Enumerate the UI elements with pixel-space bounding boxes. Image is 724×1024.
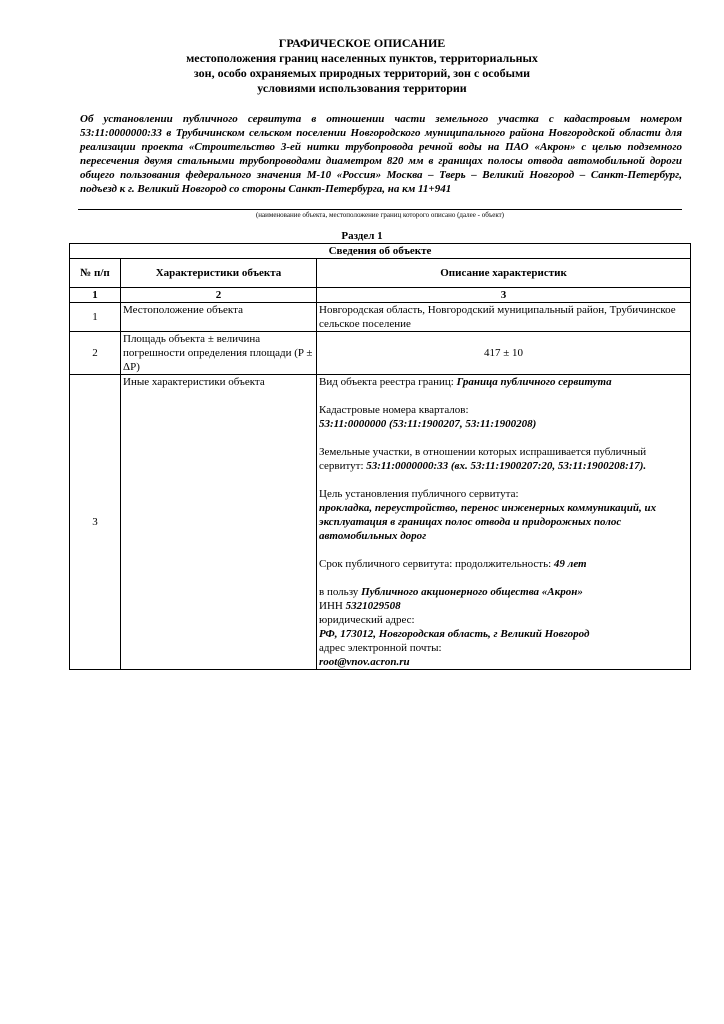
email-label: адрес электронной почты:	[319, 642, 442, 654]
description-underline	[78, 209, 682, 210]
parcels-label: Земельные участки, в отношении которых испрашивается публичный сервитут:	[319, 446, 647, 472]
inn-value: 5321029508	[345, 600, 401, 612]
registry-type	[319, 375, 688, 389]
row-description: 417 ± 10	[317, 332, 691, 375]
table-row	[70, 332, 691, 375]
document-subtitle-line: местоположения границ населенных пунктов, территориальных	[186, 51, 538, 65]
header-number	[70, 259, 121, 288]
spacer	[319, 473, 688, 487]
header-description: Описание характеристик	[317, 259, 691, 288]
beneficiary-label: в пользу	[319, 586, 362, 598]
email-value: root@vnov.acron.ru	[319, 656, 410, 668]
address-value: РФ, 173012, Новгородская область, г Великий Новгород	[319, 628, 590, 640]
purpose-label: Цель установления публичного сервитута:	[319, 488, 519, 500]
object-description: Об установлении публичного сервитута в отношении части земельного участка с кадастровым номером 53:11:0000000:33 в Трубичинском сельском поселении Новгородского муниципального района Новгородской области для реализации проекта «Строительство 3-ей нитки трубопровода речной воды на ПАО «Акрон» с целью подземного пересечения двумя стальными трубопроводами диаметром 820 мм в границах полосы отвода автомобильной дороги общего пользования федерального значения М-10 «Россия» Москва – Тверь – Великий Новгород – Санкт-Петербург, подъезд к г. Великий Новгород со стороны Санкт-Петербурга, на км 11+941	[80, 113, 682, 195]
object-info-table	[69, 243, 691, 670]
column-number: 1	[70, 288, 121, 303]
row-description-details	[317, 375, 691, 670]
header-number-label: № п/п	[80, 267, 110, 279]
document-title: ГРАФИЧЕСКОЕ ОПИСАНИЕ	[278, 36, 446, 50]
spacer	[319, 543, 688, 557]
row-characteristic: Площадь объекта ± величина погрешности определения площади (P ± ΔP)	[121, 332, 317, 375]
document-subtitle-line: зон, особо охраняемых природных территорий, зон с особыми	[193, 66, 531, 80]
row-characteristic: Иные характеристики объекта	[121, 375, 317, 670]
column-number: 3	[317, 288, 691, 303]
address-label: юридический адрес:	[319, 614, 415, 626]
beneficiary-value: Публичного акционерного общества «Акрон»	[361, 586, 583, 598]
table-title-row	[70, 244, 691, 259]
table-row	[70, 303, 691, 332]
registry-type-value: Граница публичного сервитута	[456, 376, 612, 388]
row-number: 2	[70, 332, 121, 375]
spacer	[319, 389, 688, 403]
term-label: Срок публичного сервитута: продолжительность:	[319, 558, 554, 570]
quarters-value: 53:11:0000000 (53:11:1900207, 53:11:1900208)	[319, 418, 537, 430]
table-header-row	[70, 259, 691, 288]
table-title: Сведения об объекте	[70, 244, 691, 259]
row-description: Новгородская область, Новгородский муниципальный район, Трубичинское сельское поселение	[317, 303, 691, 332]
column-number: 2	[121, 288, 317, 303]
parcels-value: 53:11:0000000:33 (вх. 53:11:1900207:20, 53:11:1900208:17).	[366, 460, 647, 472]
inn-label: ИНН	[319, 600, 346, 612]
registry-type-label: Вид объекта реестра границ:	[319, 376, 457, 388]
inn	[319, 599, 688, 613]
quarters-label: Кадастровые номера кварталов:	[319, 404, 469, 416]
document-header	[0, 36, 724, 96]
header-characteristics: Характеристики объекта	[121, 259, 317, 288]
row-number: 3	[70, 375, 121, 670]
description-caption: (наименование объекта, местоположение границ которого описано (далее - объект)	[255, 211, 505, 219]
column-number-row	[70, 288, 691, 303]
row-characteristic: Местоположение объекта	[121, 303, 317, 332]
beneficiary	[319, 585, 688, 599]
term-value: 49 лет	[553, 558, 587, 570]
document-subtitle-line: условиями использования территории	[257, 81, 467, 95]
table-row	[70, 375, 691, 670]
spacer	[319, 431, 688, 445]
spacer	[319, 571, 688, 585]
row-number: 1	[70, 303, 121, 332]
section-title: Раздел 1	[341, 230, 383, 242]
term	[319, 557, 688, 571]
purpose-value: прокладка, переустройство, перенос инженерных коммуникаций, их эксплуатация в границах полос отвода и придорожных полос автомобильных дорог	[319, 502, 657, 542]
parcels	[319, 445, 688, 473]
